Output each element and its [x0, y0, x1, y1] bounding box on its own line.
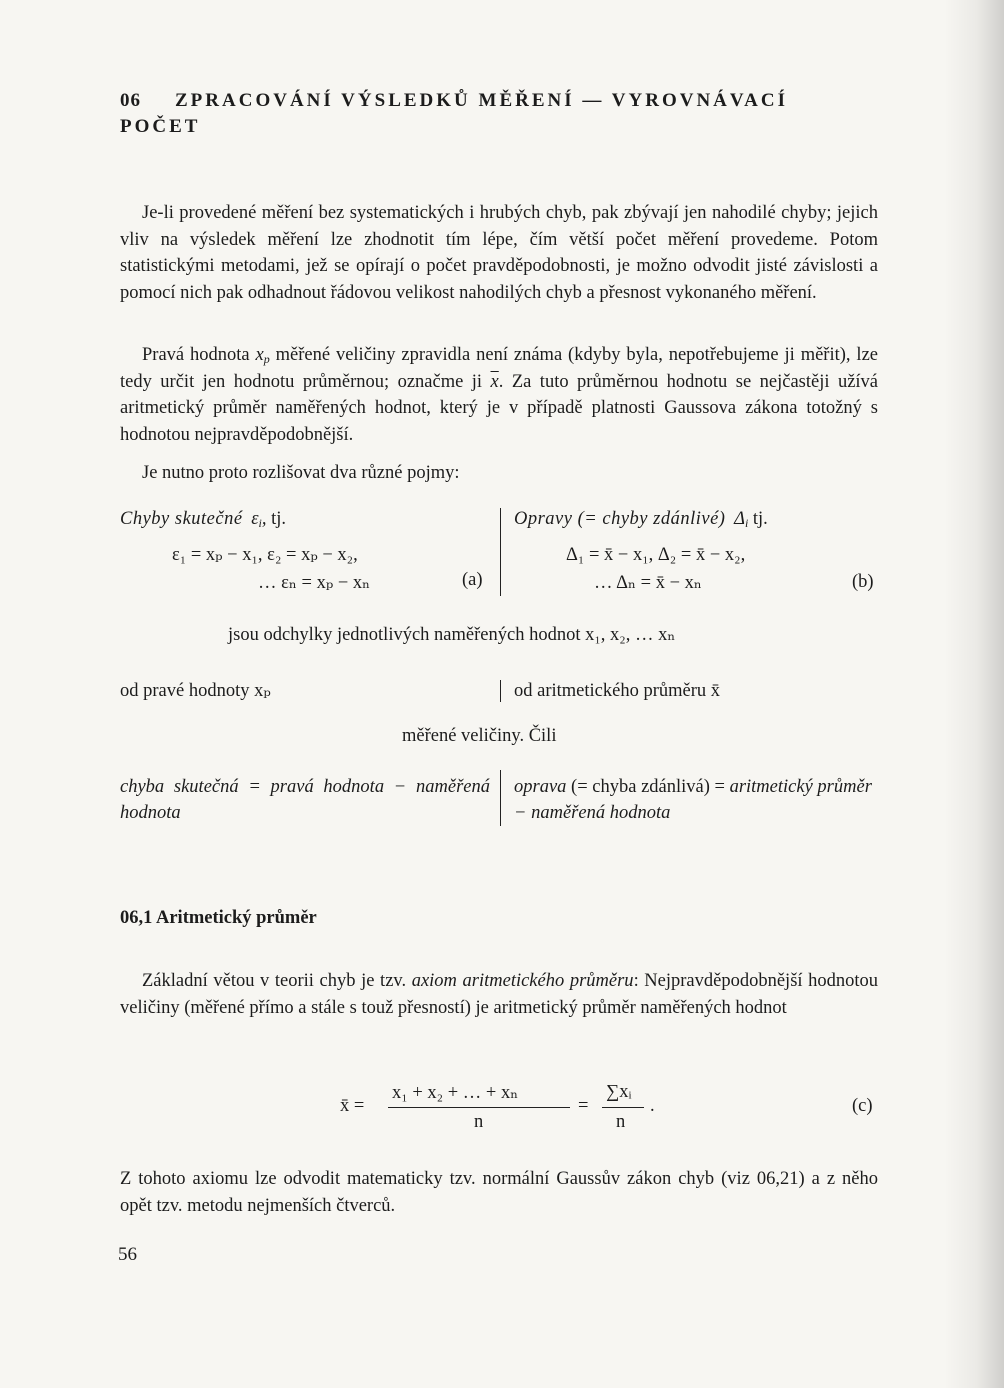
intro-p1-text: Je-li provedené měření bez systematických i hrubých chyb, pak zbývají jen nahodilé chyby; jejich vliv na výsledek měření lze zhodnotit tím lépe, čím větší počet měření provedeme. Potom statistickými metodami, jež se opírají o počet pravděpodobnosti, je možno odvodit jisté závislosti a pomocí nich pak odhadnout řádovou velikost nahodilých chyb a přesnost vykonaného měření.: [120, 203, 878, 303]
intro-paragraph-1: [120, 200, 878, 306]
equation-label-c: (c): [852, 1096, 873, 1116]
deviation-line: jsou odchylky jednotlivých naměřených hodnot x₁, x₂, … xₙ: [228, 625, 676, 645]
closing-text: Z tohoto axiomu lze odvodit matematicky tzv. normální Gaussův zákon chyb (viz 06,21) a z něho opět tzv. metodu nejmenších čtverců.: [120, 1169, 878, 1216]
definition-true-error: [120, 774, 490, 826]
definition-correction: [514, 774, 878, 826]
left-equation-line-1: ε₁ = xₚ − x₁, ε₂ = xₚ − x₂,: [172, 545, 358, 565]
correction-word: oprava: [514, 777, 567, 797]
equation-label-b: (b): [852, 572, 874, 592]
section-heading: 06,1 Aritmetický průměr: [120, 908, 317, 928]
right-equation-line-2: … Δₙ = x̄ − xₙ: [594, 573, 702, 593]
left-equation-line-2: … εₙ = xₚ − xₙ: [258, 573, 371, 593]
left-column-title: Chyby skutečné $\varepsilon_i$, tj.: [120, 509, 286, 530]
section-p1-c: : Nejpravděpodobnější hodnotou veličiny (měřené přímo a stále s touž přesností) je aritmetický průměr naměřených hodnot: [120, 971, 879, 1018]
formula-denominator-1: n: [474, 1112, 484, 1132]
right-column-title: Opravy (= chyby zdánlivé) $\Delta_i$ tj.: [514, 509, 768, 530]
intro-paragraph-2: [120, 342, 878, 448]
chapter-heading: [120, 88, 860, 140]
section-p1-a: Základní větou v teorii chyb je tzv.: [142, 971, 407, 991]
column-divider-1: [500, 508, 501, 596]
from-true-value: od pravé hodnoty xₚ: [120, 681, 271, 701]
true-error-definition-text: chyba skutečná = pravá hodnota − naměřená hodnota: [120, 777, 490, 823]
p2-part-a: Pravá hodnota: [142, 345, 250, 365]
intro-paragraph-3: [120, 460, 878, 487]
left-title-text: Chyby skutečné: [120, 509, 243, 529]
page-number: 56: [118, 1244, 137, 1265]
right-title-suffix: tj.: [752, 509, 768, 529]
p3-text: Je nutno proto rozlišovat dva různé pojmy:: [142, 463, 460, 483]
page-gutter-shadow: [944, 0, 1004, 1388]
formula-lhs: x̄ =: [340, 1096, 365, 1116]
column-divider-3: [500, 770, 501, 826]
right-title-text: Opravy (= chyby zdánlivé): [514, 509, 726, 529]
formula-denominator-2: n: [616, 1112, 626, 1132]
chapter-title: ZPRACOVÁNÍ VÝSLEDKŮ MĚŘENÍ — VYROVNÁVACÍ POČET: [120, 90, 788, 137]
closing-paragraph: [120, 1166, 878, 1219]
formula-equals: =: [578, 1096, 589, 1116]
correction-definition-text: aritmetický průměr − naměřená hodnota: [514, 777, 872, 823]
column-divider-2: [500, 680, 501, 702]
measured-quantity-line: měřené veličiny. Čili: [402, 726, 557, 746]
left-title-suffix: tj.: [271, 509, 286, 529]
from-mean-value: od aritmetického průměru x̄: [514, 681, 721, 701]
fraction-bar-1: [388, 1107, 570, 1108]
fraction-bar-2: [602, 1107, 644, 1108]
equation-label-a: (a): [462, 570, 483, 590]
symbol-xp: $x_p$: [255, 345, 270, 366]
correction-middle: (= chyba zdánlivá) =: [571, 777, 725, 797]
axiom-term: axiom aritmetického průměru: [411, 971, 634, 991]
symbol-xbar: $\overline{x}$: [490, 371, 499, 392]
right-equation-line-1: Δ₁ = x̄ − x₁, Δ₂ = x̄ − x₂,: [566, 545, 746, 565]
p2-part-b: měřené veličiny zpravidla není známa (kdyby byla, nepotřebujeme ji měřit), lze tedy určit jen hodnotu průměrnou; označme ji: [120, 345, 878, 392]
formula-end: .: [650, 1096, 655, 1116]
chapter-number: 06: [120, 90, 141, 111]
section-paragraph: [120, 968, 878, 1021]
p2-part-c: . Za tuto průměrnou hodnotu se nejčastěji užívá aritmetický průměr naměřených hodnot, který je v případě platnosti Gaussova zákona totožný s hodnotou nejpravděpodobnější.: [120, 371, 879, 445]
formula-numerator-2: ∑xᵢ: [606, 1082, 632, 1102]
formula-numerator-1: x₁ + x₂ + … + xₙ: [392, 1083, 519, 1103]
